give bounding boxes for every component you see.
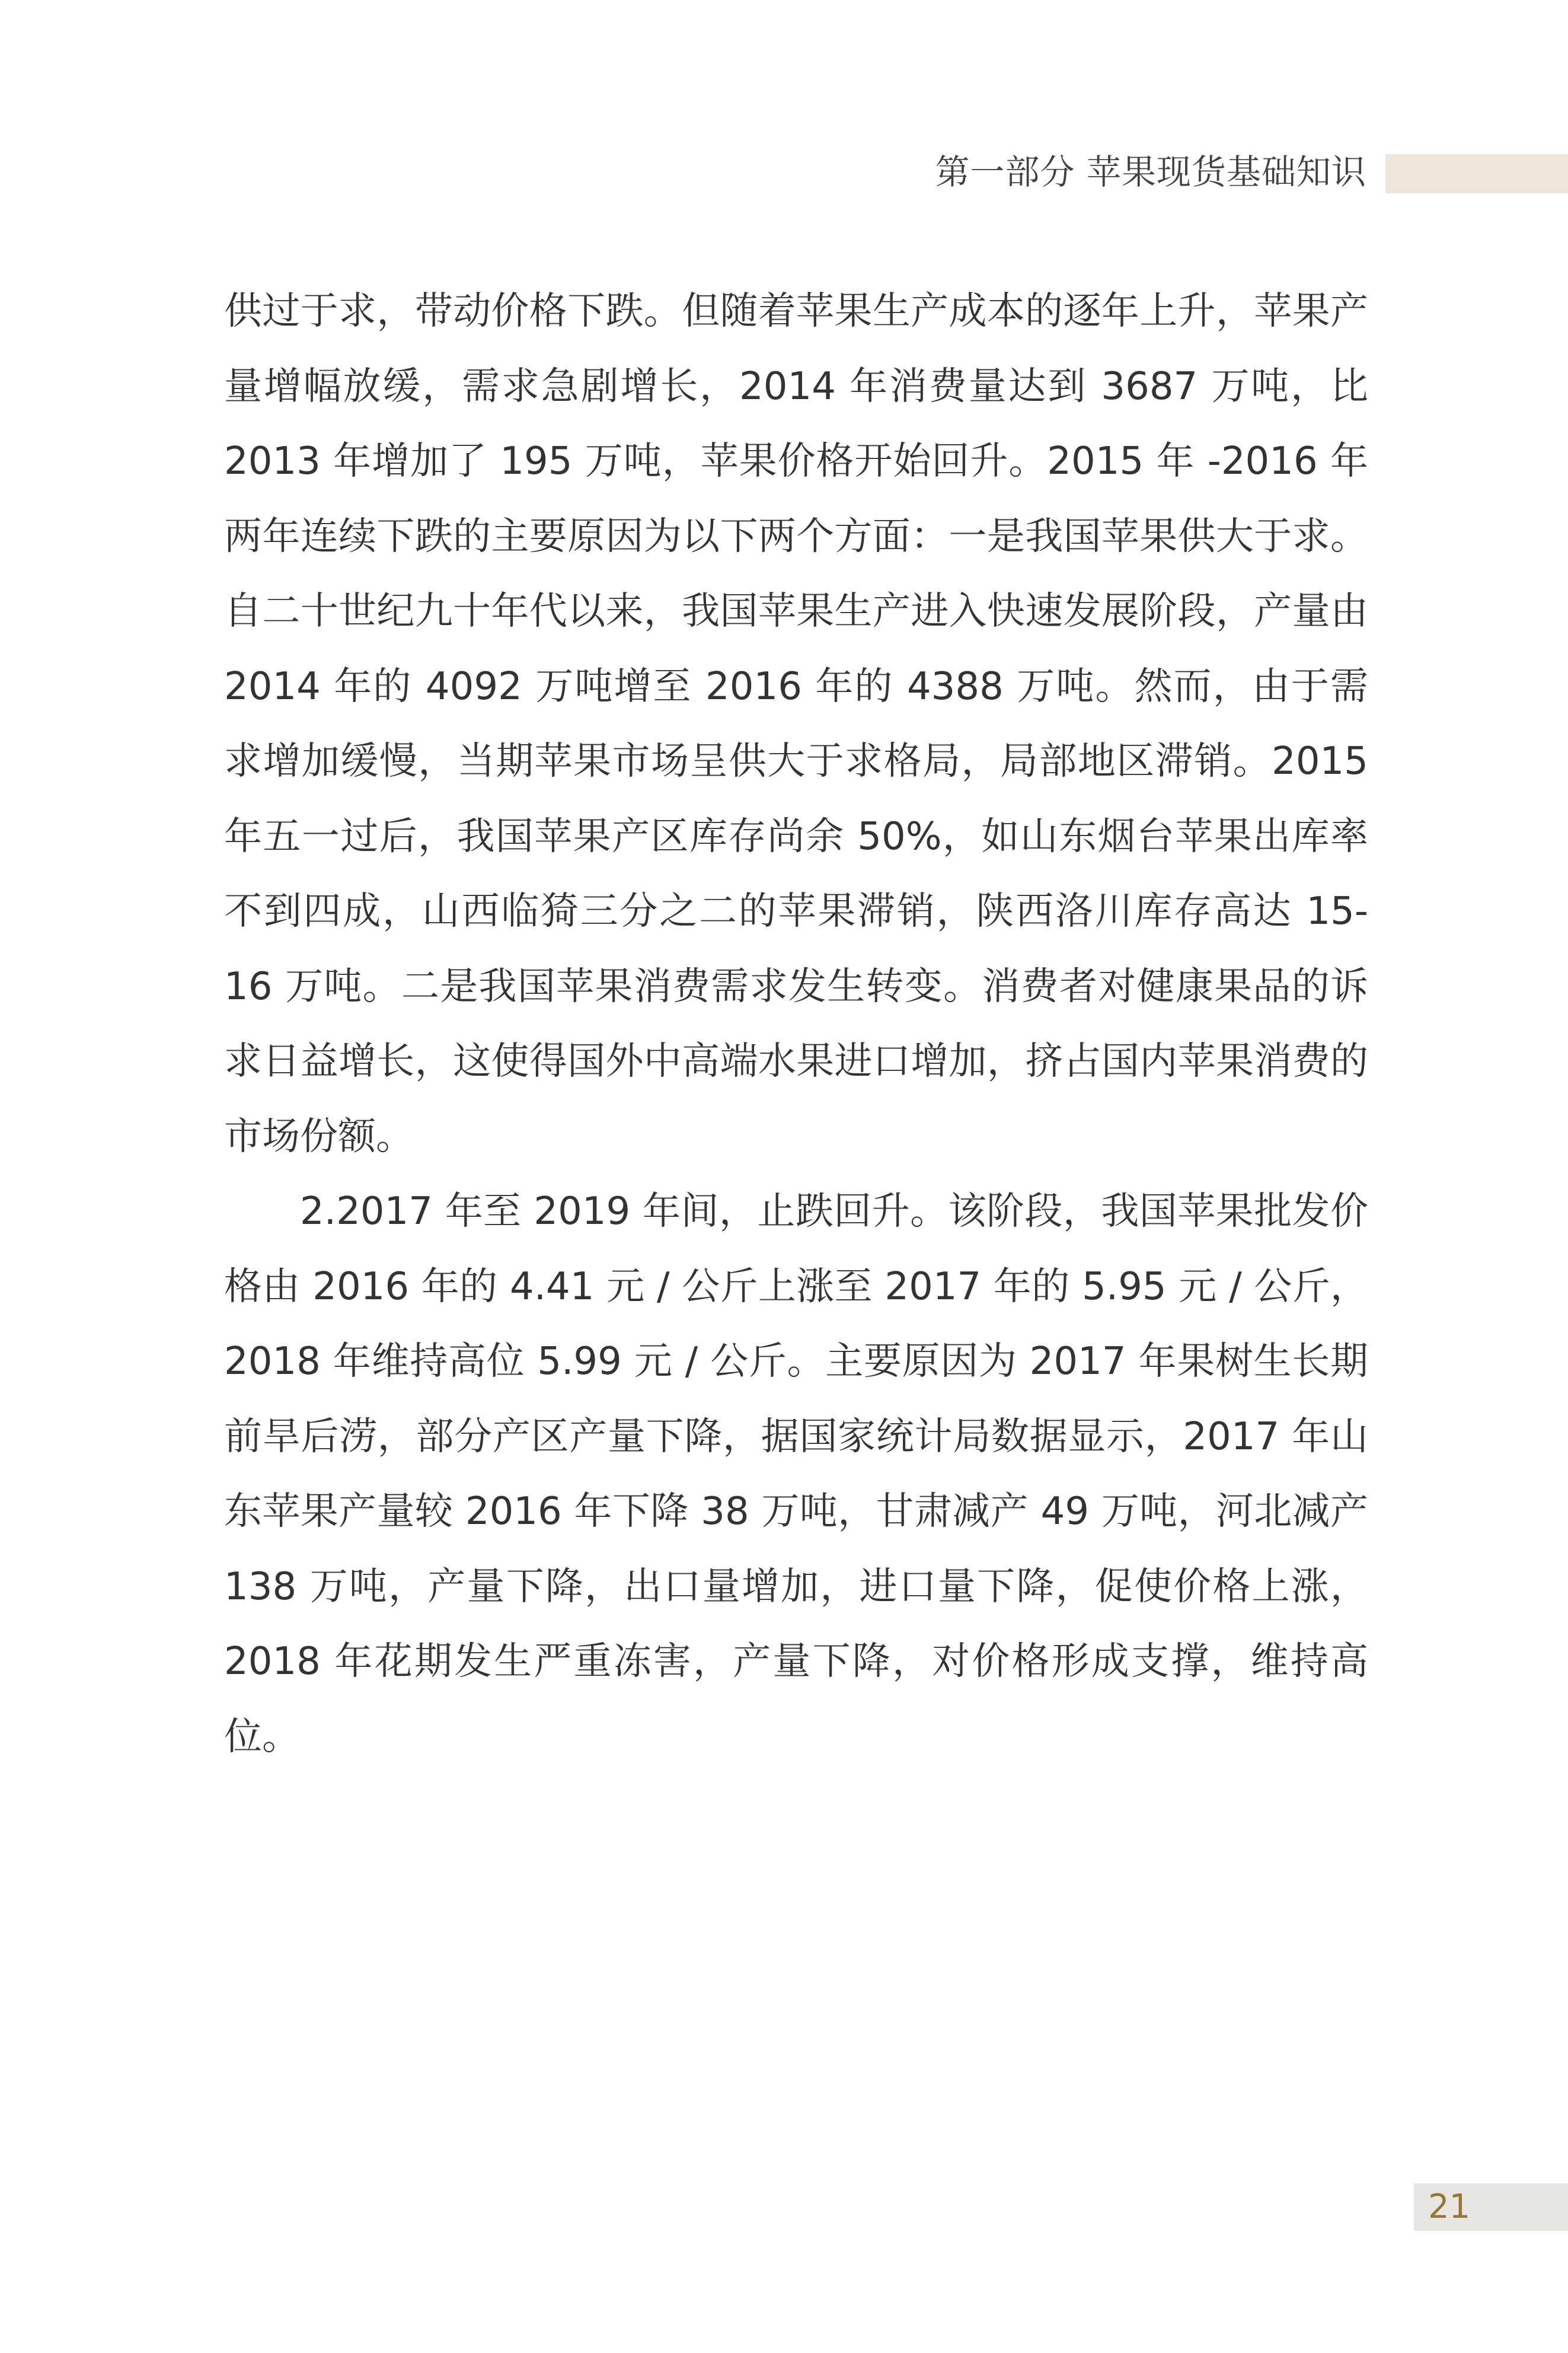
paragraph-2017-2019: 2.2017 年至 2019 年间，止跌回升。该阶段，我国苹果批发价格由 2016 年的 4.41 元 / 公斤上涨至 2017 年的 5.95 元 / 公斤，2018 年维持高位 5.99 元 / 公斤。主要原因为 2017 年果树生长期前旱后涝，部分产区产量下降，据国家统计局数据显示，2017 年山东苹果产量较 2016 年下降 38 万吨，甘肃减产 49 万吨，河北减产 138 万吨，产量下降，出口量增加，进口量下降，促使价格上涨，2018 年花期发生严重冻害，产量下降，对价格形成支撑，维持高位。 (224, 1190, 1368, 1759)
running-header (0, 146, 1568, 199)
page-number-box (1414, 2183, 1568, 2231)
chapter-title: 第一部分 苹果现货基础知识 (935, 152, 1366, 192)
paragraph-continued: 供过于求，带动价格下跌。但随着苹果生产成本的逐年上升，苹果产量增幅放缓，需求急剧增长，2014 年消费量达到 3687 万吨，比 2013 年增加了 195 万吨，苹果价格开始回升。2015 年 -2016 年两年连续下跌的主要原因为以下两个方面：一是我国苹果供大于求。自二十世纪九十年代以来，我国苹果生产进入快速发展阶段，产量由 2014 年的 4092 万吨增至 2016 年的 4388 万吨。然而，由于需求增加缓慢，当期苹果市场呈供大于求格局，局部地区滞销。2015 年五一过后，我国苹果产区库存尚余 50%，如山东烟台苹果出库率不到四成，山西临猗三分之二的苹果滞销，陕西洛川库存高达 15-16 万吨。二是我国苹果消费需求发生转变。消费者对健康果品的诉求日益增长，这使得国外中高端水果进口增加，挤占国内苹果消费的市场份额。 (224, 289, 1368, 1159)
page-number: 21 (1428, 2188, 1471, 2226)
body-text (224, 274, 1368, 1774)
header-accent-bar (1385, 154, 1568, 193)
